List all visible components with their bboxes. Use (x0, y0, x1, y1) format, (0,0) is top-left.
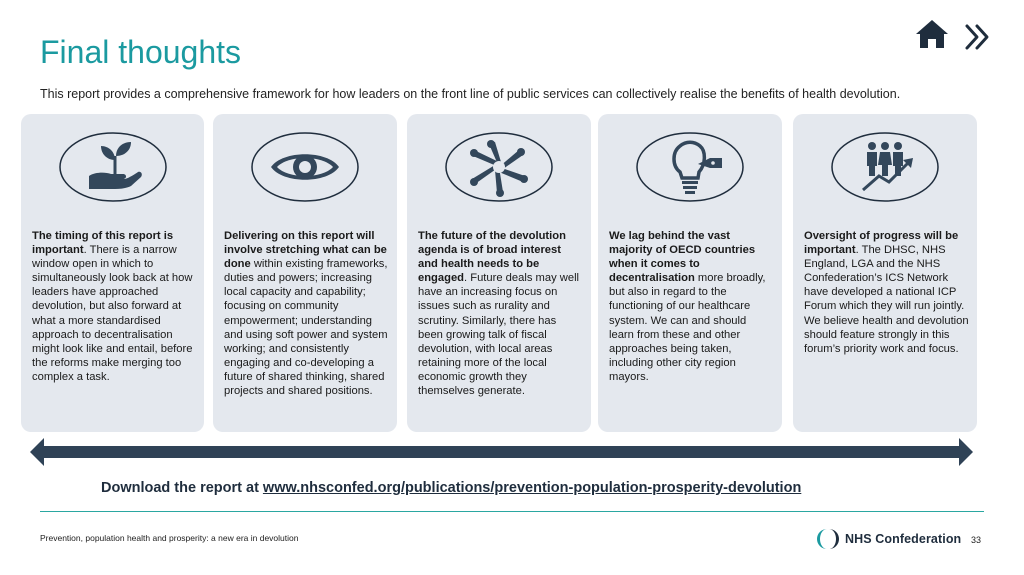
logo-text: NHS Confederation (845, 532, 962, 546)
page-title: Final thoughts (40, 34, 242, 70)
page-subtitle: This report provides a comprehensive framework for how leaders on the front line of public services can collectively realise the benefits of health devolution. (40, 87, 901, 101)
double-chevron-right-icon[interactable] (963, 22, 993, 52)
card-oversight (793, 114, 977, 432)
card-future (407, 114, 591, 432)
home-icon[interactable] (914, 18, 950, 50)
card-bold-text: The future of the devolution agenda is of broad interest and health needs to be engaged (418, 230, 566, 285)
card-body-text: more broadly, but also in regard to the functioning of our healthcare system. We can and should learn from these and other approaches being taken, including other city region mayors. (609, 272, 766, 383)
hands-together-icon (445, 132, 553, 202)
download-link[interactable]: www.nhsconfed.org/publications/prevention-population-prosperity-devolution (262, 480, 802, 496)
card-bold-text: The timing of this report is important (32, 230, 174, 257)
card-bold-text: We lag behind the vast majority of OECD countries when it comes to decentralisation (609, 230, 756, 285)
card-text (609, 229, 774, 384)
seedling-in-hand-icon (59, 132, 167, 202)
card-bold-text: Oversight of progress will be important (804, 230, 959, 257)
people-growth-chart-icon (831, 132, 939, 202)
nhs-confederation-logo (815, 527, 961, 551)
lightbulb-tag-icon (636, 132, 744, 202)
download-label: Download the report at (101, 480, 263, 496)
double-arrow-divider (30, 436, 973, 468)
eye-icon (251, 132, 359, 202)
card-text (224, 229, 389, 398)
card-bold-text: Delivering on this report will involve stretching what can be done (224, 230, 387, 271)
card-body-text: . Future deals may well have an increasing focus on issues such as rurality and scrutiny. Similarly, there has been growing talk of fiscal devolution, with local areas retaining more of the local economic growth they themselves generate. (418, 272, 580, 398)
card-body-text: within existing frameworks, duties and powers; increasing local capacity and capability; focusing on community empowerment; understanding and using soft power and system working; and consistently engaging and co-developing a future of shared thinking, shared projects and shared positions. (224, 258, 388, 398)
card-text (32, 229, 196, 384)
footer-rule (40, 511, 984, 512)
logo-mark-icon (815, 527, 841, 551)
card-delivering (213, 114, 397, 432)
card-text (804, 229, 969, 356)
card-oecd (598, 114, 782, 432)
card-body-text: . The DHSC, NHS England, LGA and the NHS Confederation’s ICS Network have developed a national ICP Forum which they will run jointly. We believe health and devolution should feature strongly in this forum’s priority work and focus. (804, 244, 969, 355)
card-body-text: . There is a narrow window open in which to simultaneously look back at how leaders have approached devolution, but also forward at what a more standardised approach to decentralisation might look like and entail, before the reforms make merging too complex a task. (32, 244, 193, 383)
card-text (418, 229, 583, 398)
download-line (101, 480, 801, 496)
page-number: 33 (971, 535, 982, 545)
footer-text: Prevention, population health and prosperity: a new era in devolution (40, 533, 299, 543)
card-timing (21, 114, 204, 432)
